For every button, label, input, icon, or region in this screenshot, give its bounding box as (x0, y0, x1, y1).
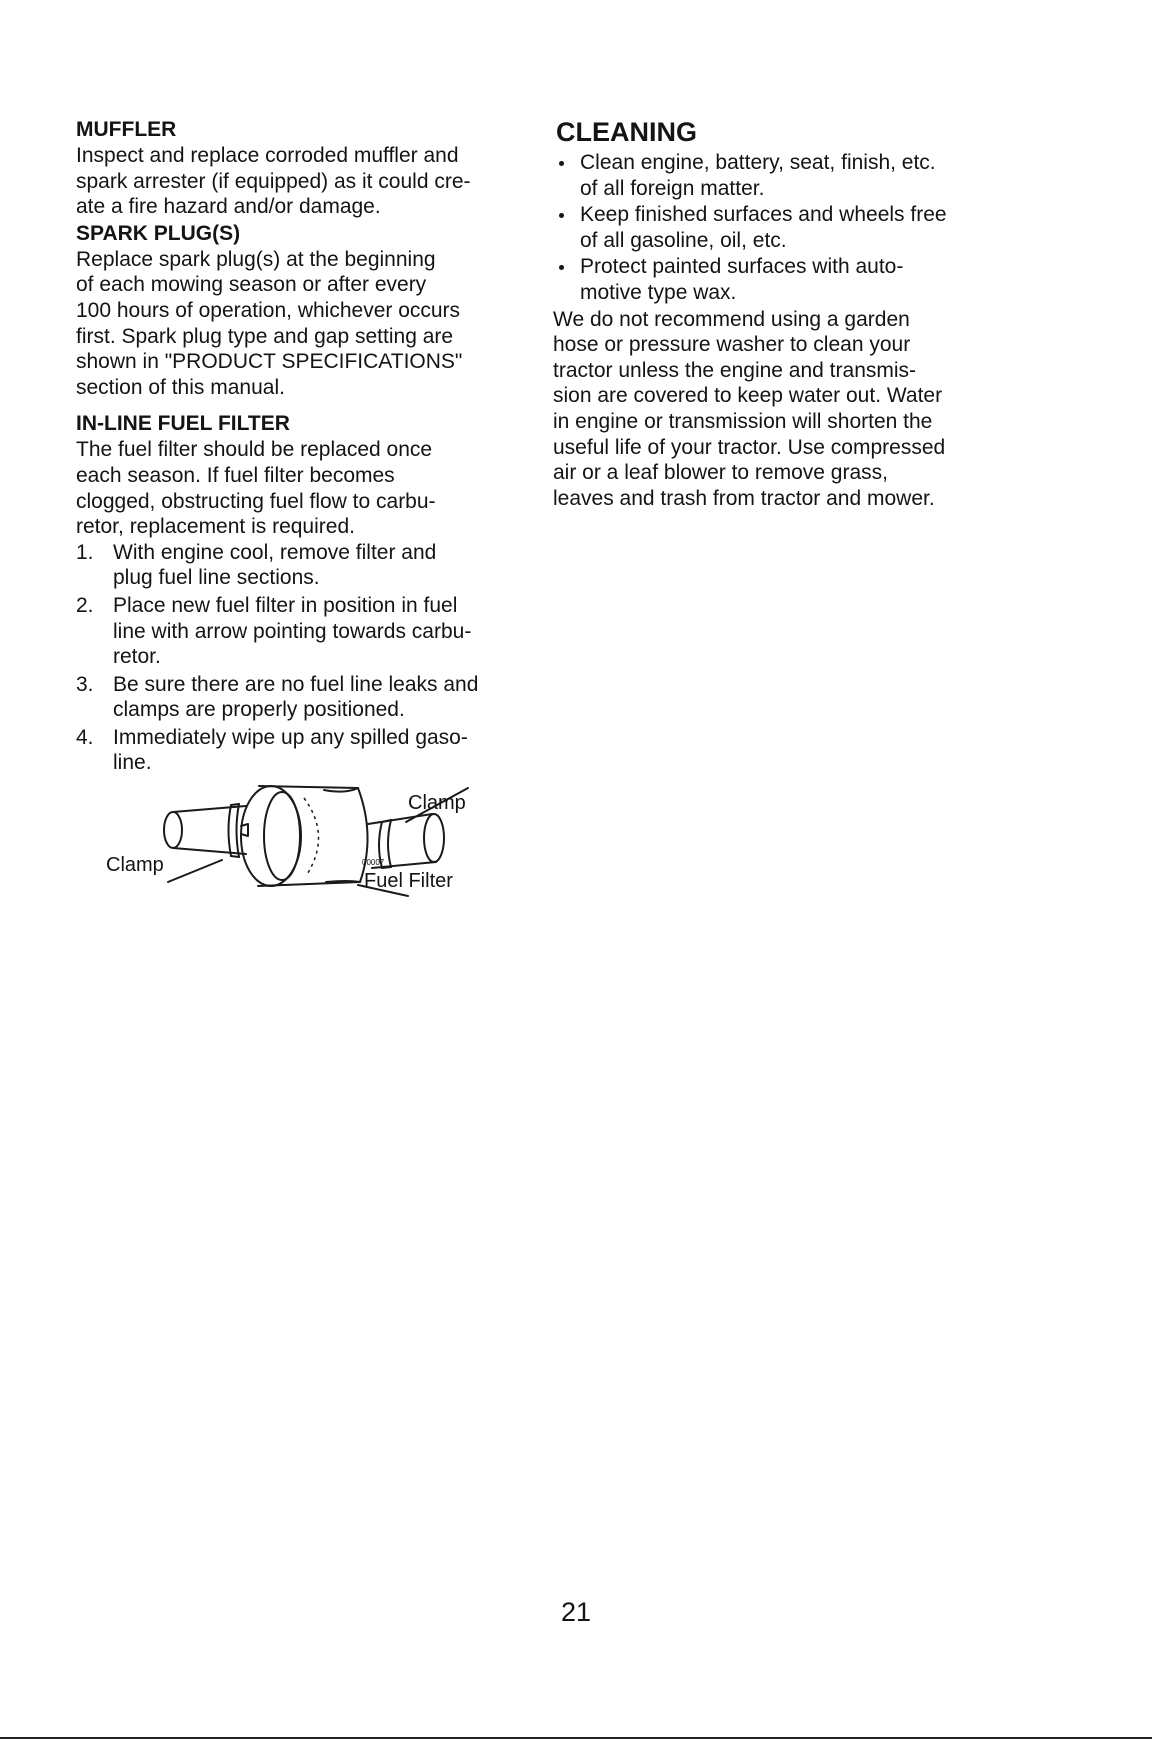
bullet-item: Protect painted surfaces with auto- motive type wax. (553, 254, 1023, 305)
page-number: 21 (560, 1597, 592, 1627)
cleaning-heading: CLEANING (556, 117, 697, 147)
bullet-icon (559, 213, 564, 218)
cleaning-text: We do not recommend using a garden hose or pressure washer to clean your tractor unless the engine and transmis- sion are covered to keep water out. Water in engine or transmission will shorten the useful life of your tractor. Use compressed air or a leaf blower to remove grass, leaves and trash from tractor and mower. (553, 307, 946, 510)
step-item: 3. Be sure there are no fuel line leaks and clamps are properly positioned. (76, 672, 479, 722)
clamp-label-left: Clamp (106, 854, 164, 876)
bullet-item: Keep finished surfaces and wheels free of all gasoline, oil, etc. (553, 202, 1023, 253)
spark-plugs-text: Replace spark plug(s) at the beginning of each mowing season or after every 100 hours of operation, whichever occurs first. Spark plug type and gap setting are shown in "PRODUCT SPECIFICATIONS" section of this manual. (76, 247, 463, 399)
clamp-label-right: Clamp (408, 792, 466, 814)
bullet-icon (559, 161, 564, 166)
bullet-item: Clean engine, battery, seat, finish, etc. of all foreign matter. (553, 150, 1023, 201)
figure-code: 00007 (362, 858, 385, 867)
left-column (76, 116, 536, 778)
muffler-heading: MUFFLER (76, 118, 177, 141)
bottom-rule (0, 1737, 1152, 1739)
fuel-filter-text: The fuel filter should be replaced once each season. If fuel filter becomes clogged, obstructing fuel flow to carbu- retor, replacement is required. (76, 438, 436, 539)
fuel-filter-illustration (76, 770, 536, 915)
fuel-filter-steps (76, 540, 536, 776)
step-item: 2. Place new fuel filter in position in fuel line with arrow pointing towards carbu- retor. (76, 593, 472, 669)
right-column (553, 116, 1023, 511)
fuel-filter-heading: IN-LINE FUEL FILTER (76, 412, 290, 436)
step-item: 4. Immediately wipe up any spilled gaso- line. (76, 725, 468, 775)
muffler-text: Inspect and replace corroded muffler and spark arrester (if equipped) as it could cre- ate a fire hazard and/or damage. (76, 144, 471, 219)
cleaning-bullets (553, 150, 1023, 306)
bullet-icon (559, 265, 564, 270)
step-item: 1. With engine cool, remove filter and plug fuel line sections. (76, 540, 437, 590)
spark-plugs-heading: SPARK PLUG(S) (76, 221, 241, 245)
fuel-filter-label: Fuel Filter (364, 870, 453, 892)
fuel-filter-drawing (76, 770, 536, 915)
